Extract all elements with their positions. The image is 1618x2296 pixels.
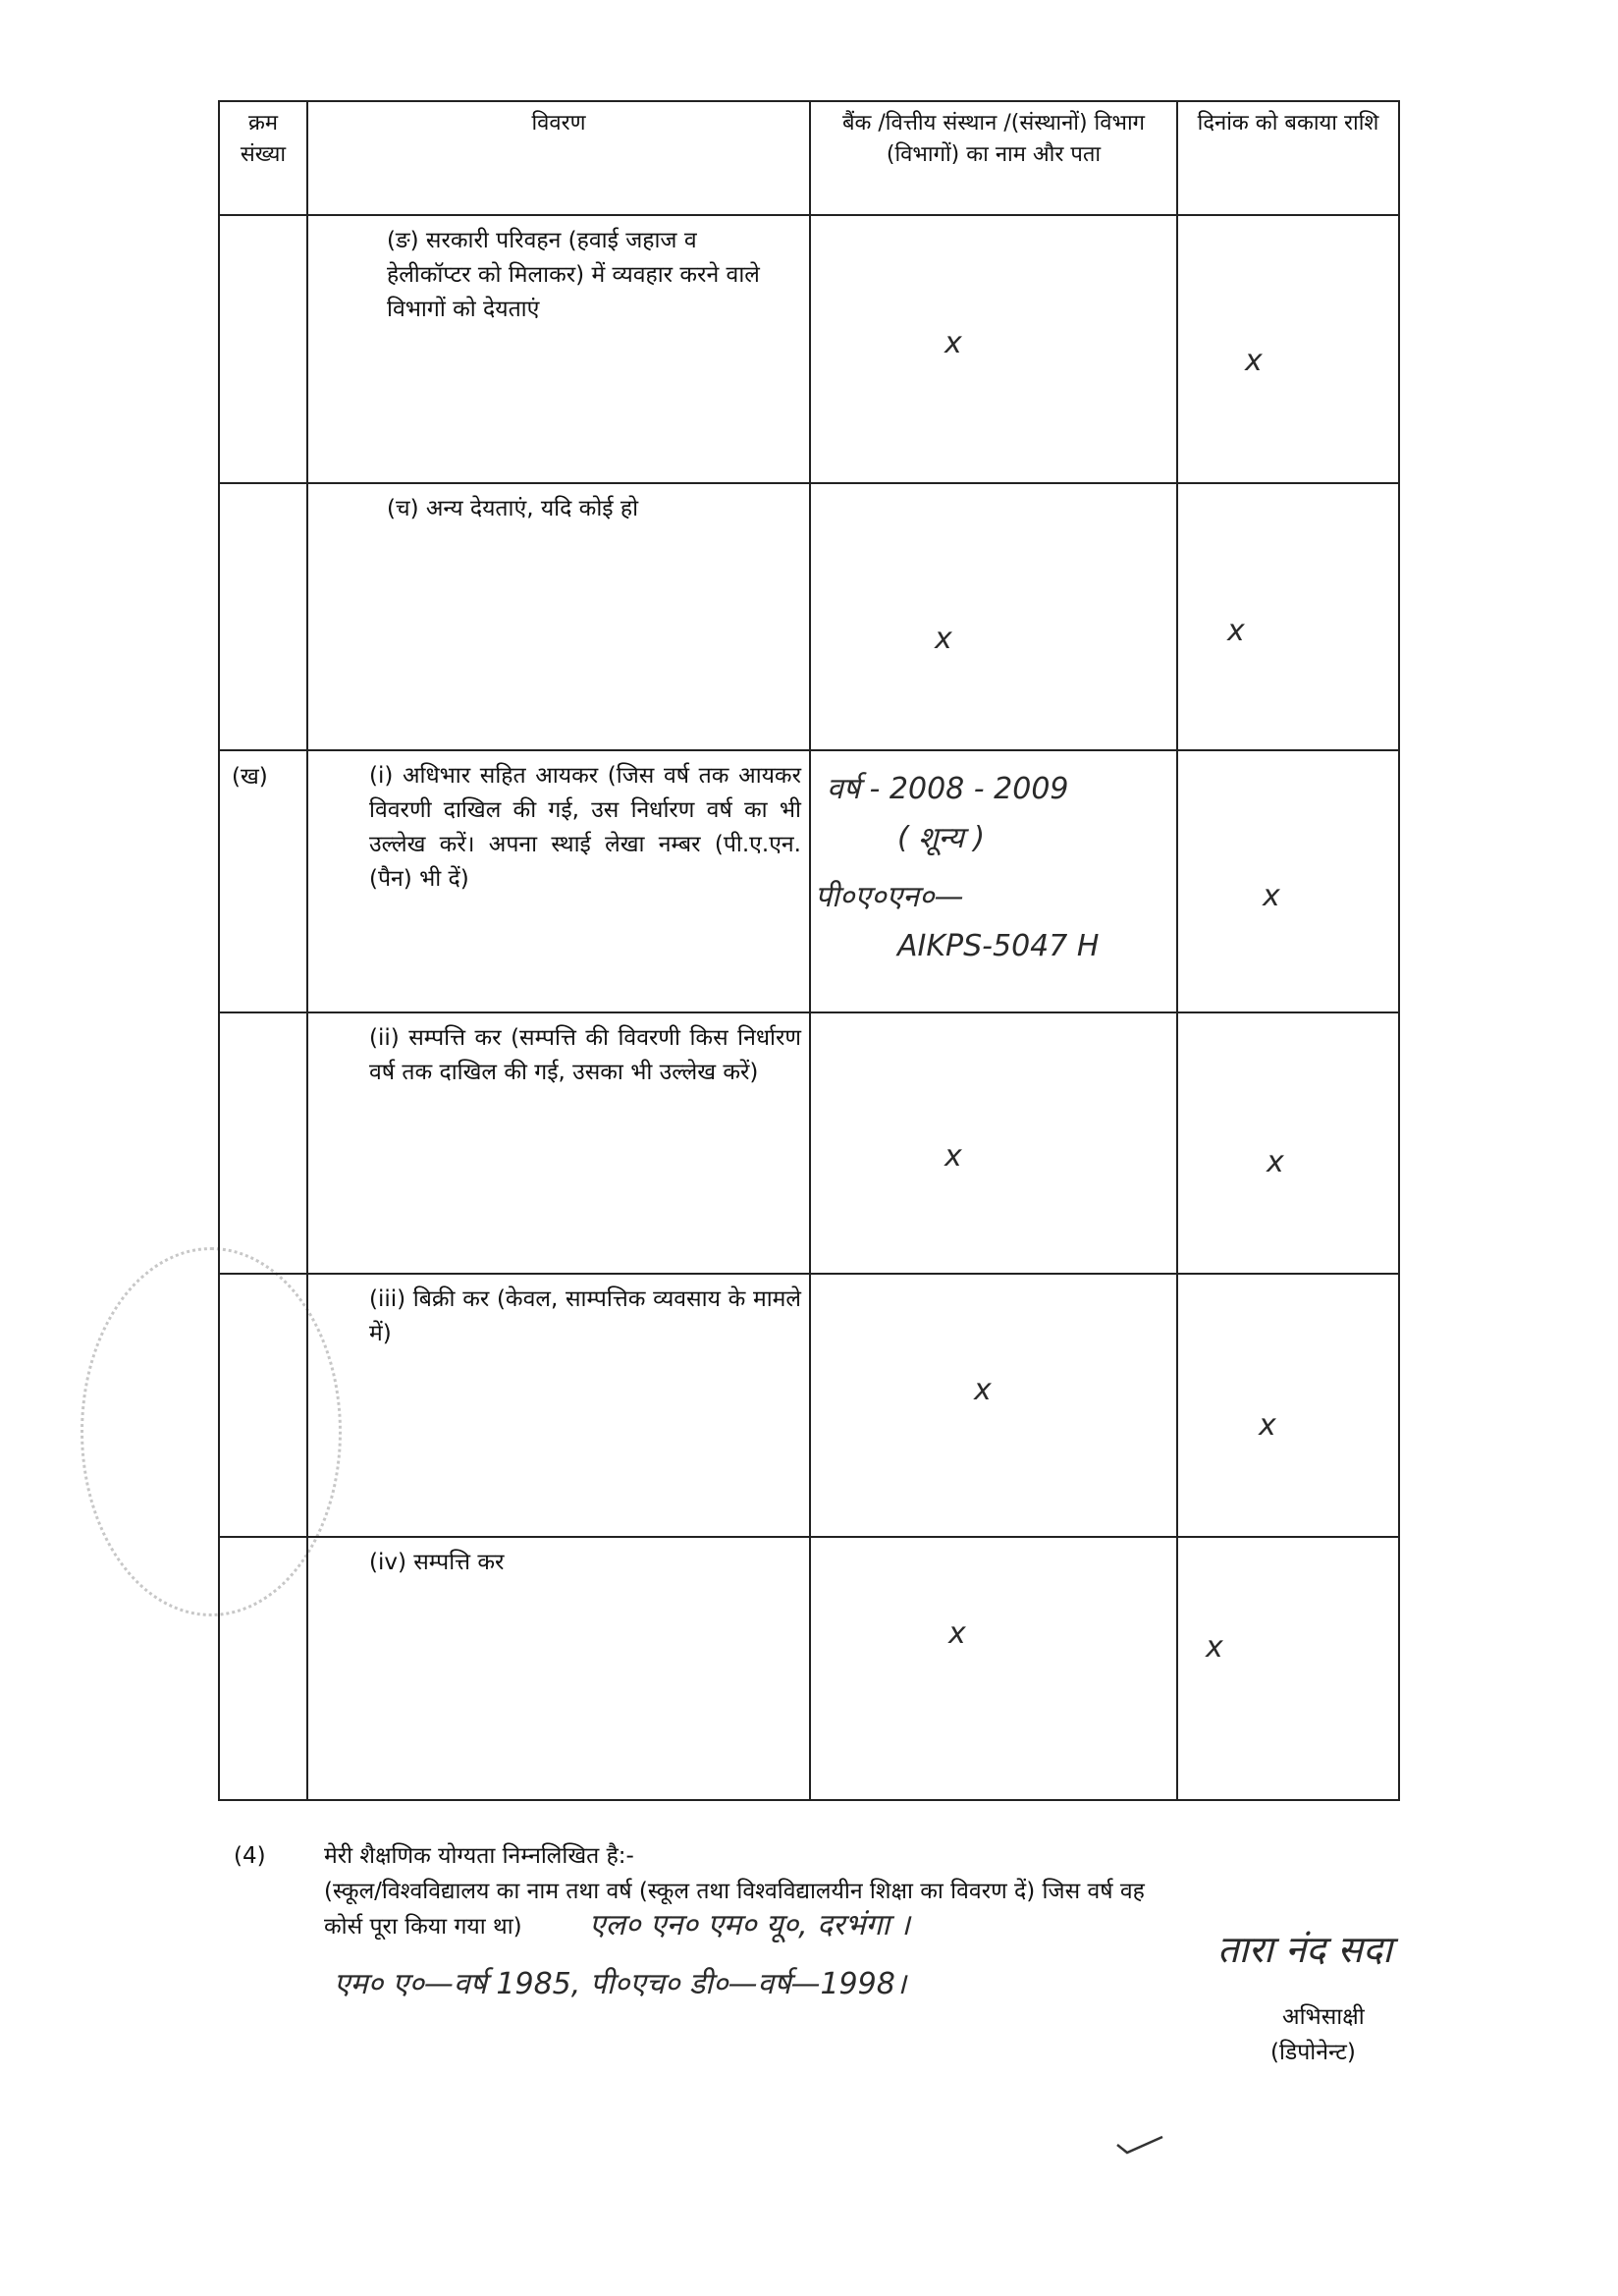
cross-mark: x: [1259, 1408, 1276, 1443]
liabilities-table: [218, 100, 1400, 1801]
cross-mark: x: [944, 1139, 962, 1174]
deponent-label-english: (डिपोनेन्ट): [1270, 2040, 1356, 2065]
row-serial: (ख): [219, 750, 307, 1012]
deponent-label: अभिसाक्षी: [1282, 2004, 1365, 2030]
handwritten-pan-number: AIKPS-5047 H: [897, 929, 1100, 963]
row-amount-cell: [1177, 1012, 1399, 1274]
row-amount-cell: [1177, 1274, 1399, 1537]
row-serial: [219, 483, 307, 750]
cross-mark: x: [1263, 879, 1280, 913]
row-serial: [219, 1012, 307, 1274]
table-row: [219, 750, 1399, 1012]
table-row: [219, 215, 1399, 483]
cross-mark: x: [1267, 1145, 1284, 1179]
row-bank-cell: [810, 1274, 1177, 1537]
handwritten-university: एल० एन० एम० यू०, दरभंगा ।: [589, 1908, 911, 1942]
row-amount-cell: [1177, 1537, 1399, 1800]
cross-mark: x: [1227, 614, 1245, 648]
education-heading: मेरी शैक्षणिक योग्यता निम्नलिखित है:-: [324, 1843, 634, 1869]
table-header-row: [219, 101, 1399, 215]
row-bank-cell: [810, 750, 1177, 1012]
cross-mark: x: [935, 622, 952, 656]
cross-mark: x: [944, 326, 962, 360]
table-row: [219, 1274, 1399, 1537]
education-instruction: (स्कूल/विश्वविद्यालय का नाम तथा वर्ष (स्कूल तथा विश्वविद्यालयीन शिक्षा का विवरण दें) जिस वर्ष वह: [324, 1879, 1145, 1904]
tick-mark: [1113, 2131, 1172, 2160]
header-details: विवरण: [307, 101, 810, 215]
row-serial: [219, 215, 307, 483]
row-description: (च) अन्य देयताएं, यदि कोई हो: [307, 483, 810, 750]
row-amount-cell: [1177, 215, 1399, 483]
table-row: [219, 1012, 1399, 1274]
row-bank-cell: [810, 1012, 1177, 1274]
row-bank-cell: [810, 1537, 1177, 1800]
deponent-signature: तारा नंद सदा: [1217, 1928, 1393, 1971]
education-instruction-end: कोर्स पूरा किया गया था): [324, 1914, 522, 1940]
row-bank-cell: [810, 483, 1177, 750]
handwritten-nil: ( शून्य ): [897, 821, 986, 855]
table-row: [219, 1537, 1399, 1800]
handwritten-year: वर्ष - 2008 - 2009: [827, 772, 1069, 806]
handwritten-pan-label: पी०ए०एन०—: [815, 880, 964, 914]
row-serial: [219, 1537, 307, 1800]
row-bank-cell: [810, 215, 1177, 483]
row-description: (ङ) सरकारी परिवहन (हवाई जहाज व हेलीकॉप्टर को मिलाकर) में व्यवहार करने वाले विभागों को देयताएं: [307, 215, 810, 483]
row-description: (iii) बिक्री कर (केवल, साम्पत्तिक व्यवसाय के मामले में): [307, 1274, 810, 1537]
cross-mark: x: [1245, 344, 1263, 378]
handwritten-degrees: एम० ए०—वर्ष 1985, पी०एच० डी०—वर्ष—1998।: [334, 1967, 907, 2001]
cross-mark: x: [948, 1616, 966, 1651]
table-row: [219, 483, 1399, 750]
header-amount: दिनांक को बकाया राशि: [1177, 101, 1399, 215]
cross-mark: x: [1206, 1630, 1223, 1665]
row-serial: [219, 1274, 307, 1537]
row-description: (i) अधिभार सहित आयकर (जिस वर्ष तक आयकर विवरणी दाखिल की गई, उस निर्धारण वर्ष का भी उल्लेख करें। अपना स्थाई लेखा नम्बर (पी.ए.एन. (पैन) भी दें): [307, 750, 810, 1012]
row-description: (iv) सम्पत्ति कर: [307, 1537, 810, 1800]
cross-mark: x: [974, 1373, 992, 1407]
row-amount-cell: [1177, 483, 1399, 750]
section-number: (4): [234, 1843, 266, 1869]
row-description: (ii) सम्पत्ति कर (सम्पत्ति की विवरणी किस निर्धारण वर्ष तक दाखिल की गई, उसका भी उल्लेख करें): [307, 1012, 810, 1274]
header-serial: क्रम संख्या: [219, 101, 307, 215]
row-amount-cell: [1177, 750, 1399, 1012]
header-bank: बैंक /वित्तीय संस्थान /(संस्थानों) विभाग (विभागों) का नाम और पता: [810, 101, 1177, 215]
